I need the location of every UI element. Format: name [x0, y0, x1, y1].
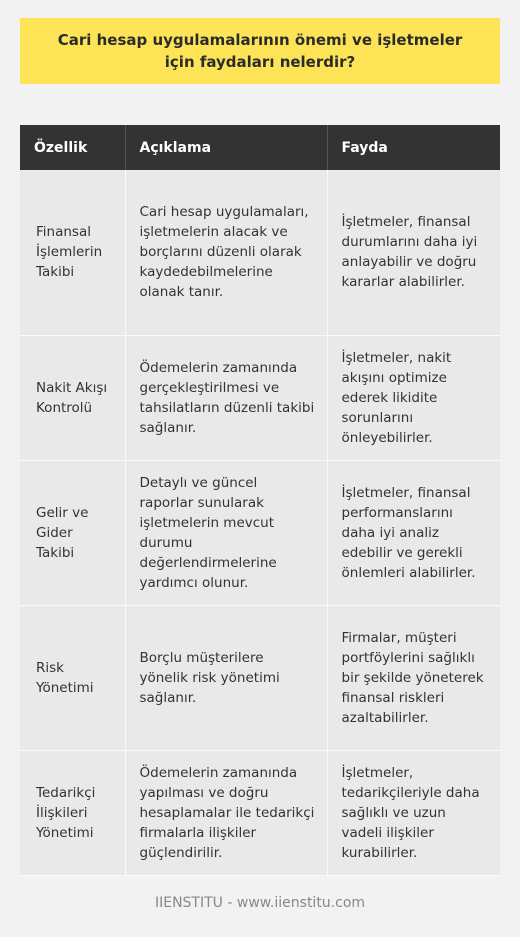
table-row	[20, 750, 500, 875]
table-row	[20, 460, 500, 605]
feature-cell: Tedarikçi İlişkileri Yönetimi	[20, 750, 125, 875]
description-cell: Borçlu müşterilere yönelik risk yönetimi sağlanır.	[125, 605, 327, 750]
benefit-cell: İşletmeler, finansal performanslarını daha iyi analiz edebilir ve gerekli önlemleri alabilirler.	[327, 460, 500, 605]
table-header-row	[20, 125, 500, 170]
title-banner	[20, 18, 500, 84]
feature-cell: Finansal İşlemlerin Takibi	[20, 170, 125, 335]
table-row	[20, 170, 500, 335]
description-cell: Detaylı ve güncel raporlar sunularak işletmelerin mevcut durumu değerlendirmelerine yardımcı olunur.	[125, 460, 327, 605]
description-cell: Cari hesap uygulamaları, işletmelerin alacak ve borçlarını düzenli olarak kaydedebilmelerine olanak tanır.	[125, 170, 327, 335]
header-feature: Özellik	[20, 125, 125, 170]
footer-text: IIENSTITU - www.iienstitu.com	[154, 895, 366, 911]
table-row	[20, 335, 500, 460]
page-title: Cari hesap uygulamalarının önemi ve işletmeler için faydaları nelerdir?	[57, 31, 463, 71]
description-cell: Ödemelerin zamanında gerçekleştirilmesi ve tahsilatların düzenli takibi sağlanır.	[125, 335, 327, 460]
features-table	[20, 125, 500, 876]
header-benefit: Fayda	[327, 125, 500, 170]
benefit-cell: Firmalar, müşteri portföylerini sağlıklı bir şekilde yöneterek finansal riskleri azaltabilirler.	[327, 605, 500, 750]
benefit-cell: İşletmeler, finansal durumlarını daha iyi anlayabilir ve doğru kararlar alabilirler.	[327, 170, 500, 335]
benefit-cell: İşletmeler, tedarikçileriyle daha sağlıklı ve uzun vadeli ilişkiler kurabilirler.	[327, 750, 500, 875]
benefit-cell: İşletmeler, nakit akışını optimize ederek likidite sorunlarını önleyebilirler.	[327, 335, 500, 460]
header-description: Açıklama	[125, 125, 327, 170]
description-cell: Ödemelerin zamanında yapılması ve doğru hesaplamalar ile tedarikçi firmalarla ilişkiler güçlendirilir.	[125, 750, 327, 875]
feature-cell: Nakit Akışı Kontrolü	[20, 335, 125, 460]
feature-cell: Gelir ve Gider Takibi	[20, 460, 125, 605]
feature-cell: Risk Yönetimi	[20, 605, 125, 750]
table-row	[20, 605, 500, 750]
